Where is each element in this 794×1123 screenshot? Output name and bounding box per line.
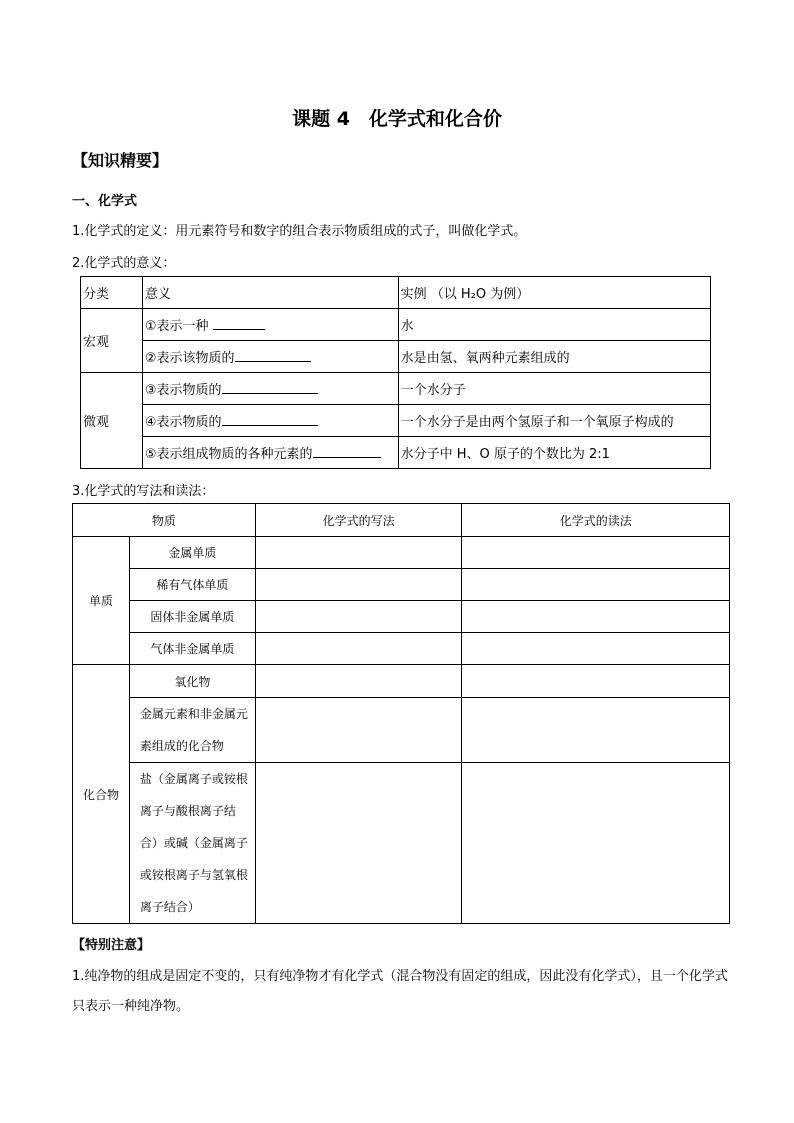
fill-blank (222, 381, 318, 394)
meaning-cell (142, 309, 398, 341)
read-answer-cell (462, 633, 730, 665)
meaning-text: ⑤表示组成物质的各种元素的 (144, 447, 313, 462)
group-cell: 单质 (73, 537, 130, 665)
write-answer-cell (255, 665, 462, 698)
table-row (81, 405, 711, 437)
table-row (73, 537, 730, 569)
write-answer-cell (255, 763, 462, 924)
substance-cell: 稀有气体单质 (129, 569, 255, 601)
table-row (73, 504, 730, 537)
table-row (73, 633, 730, 665)
definition-paragraph: 1.化学式的定义：用元素符号和数字的组合表示物质组成的式子，叫做化学式。 (72, 224, 527, 239)
header-cell: 物质 (73, 504, 256, 537)
meaning-table (80, 276, 711, 469)
write-answer-cell (255, 537, 462, 569)
write-answer-cell (255, 601, 462, 633)
read-answer-cell (462, 601, 730, 633)
meaning-cell (142, 373, 398, 405)
substance-cell: 金属单质 (129, 537, 255, 569)
table-row (73, 601, 730, 633)
table-row (81, 309, 711, 341)
table-row (73, 665, 730, 698)
meaning-text: ③表示物质的 (144, 383, 222, 398)
substance-cell: 固体非金属单质 (129, 601, 255, 633)
example-cell: 一个水分子 (398, 373, 710, 405)
write-answer-cell (255, 569, 462, 601)
read-answer-cell (462, 698, 730, 763)
header-cell: 分类 (81, 277, 143, 309)
write-answer-cell (255, 698, 462, 763)
substance-cell: 金属元素和非金属元素组成的化合物 (129, 698, 255, 763)
example-cell: 一个水分子是由两个氢原子和一个氧原子构成的 (398, 405, 710, 437)
fill-blank (313, 445, 381, 458)
substance-cell: 氧化物 (129, 665, 255, 698)
header-cell: 意义 (142, 277, 398, 309)
table-row (81, 437, 711, 469)
header-cell: 实例 （以 H₂O 为例） (398, 277, 710, 309)
meaning-text: ②表示该物质的 (144, 351, 235, 366)
category-cell: 微观 (81, 373, 143, 469)
table-row (73, 569, 730, 601)
table-row (73, 763, 730, 924)
table-row (73, 698, 730, 763)
fill-blank (235, 349, 311, 362)
table-row (81, 373, 711, 405)
table-row (81, 277, 711, 309)
read-answer-cell (462, 537, 730, 569)
substance-cell: 盐（金属离子或铵根离子与酸根离子结合）或碱（金属离子或铵根离子与氢氧根离子结合） (129, 763, 255, 924)
note-heading: 【特别注意】 (72, 938, 151, 953)
table-row (81, 341, 711, 373)
example-cell: 水 (398, 309, 710, 341)
meaning-text: ④表示物质的 (144, 415, 222, 430)
meaning-cell (142, 437, 398, 469)
note-paragraph: 1.纯净物的组成是固定不变的，只有纯净物才有化学式（混合物没有固定的组成，因此没有化学式），且一个化学式只表示一种纯净物。 (72, 969, 728, 1014)
substance-cell: 气体非金属单质 (129, 633, 255, 665)
subsection-heading: 一、化学式 (72, 194, 138, 209)
example-cell: 水分子中 H、O 原子的个数比为 2:1 (398, 437, 710, 469)
header-cell: 化学式的读法 (462, 504, 730, 537)
read-answer-cell (462, 665, 730, 698)
meaning-intro: 2.化学式的意义： (72, 256, 176, 271)
write-intro: 3.化学式的写法和读法： (72, 484, 215, 499)
meaning-cell (142, 341, 398, 373)
page-title: 课题 4 化学式和化合价 (292, 108, 502, 130)
writing-table (72, 503, 730, 924)
header-cell: 化学式的写法 (255, 504, 462, 537)
read-answer-cell (462, 569, 730, 601)
fill-blank (213, 317, 265, 330)
group-cell: 化合物 (73, 665, 130, 924)
example-cell: 水是由氢、氧两种元素组成的 (398, 341, 710, 373)
fill-blank (222, 413, 318, 426)
meaning-text: ①表示一种 (144, 319, 209, 334)
meaning-cell (142, 405, 398, 437)
read-answer-cell (462, 763, 730, 924)
write-answer-cell (255, 633, 462, 665)
section-heading: 【知识精要】 (72, 151, 169, 170)
category-cell: 宏观 (81, 309, 143, 373)
